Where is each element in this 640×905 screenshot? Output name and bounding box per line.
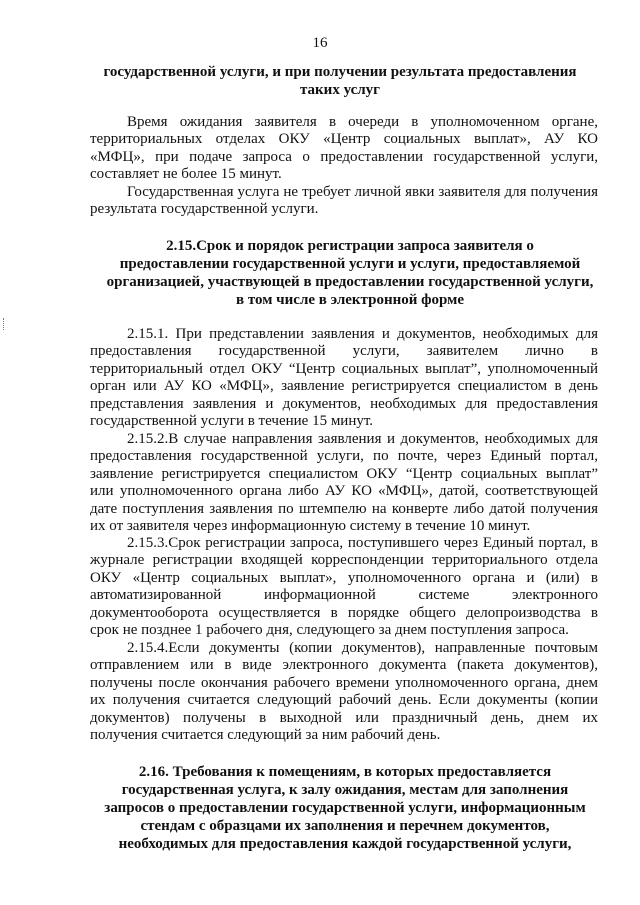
heading-line: 2.15.Срок и порядок регистрации запроса заявителя о (166, 238, 534, 254)
page-number: 16 (312, 35, 328, 51)
text-line: получены после окончания рабочего времени уполномоченного органа, днем (90, 674, 598, 691)
text-line: ОКУ «Центр социальных выплат», уполномоченного органа и (или) в (90, 569, 598, 586)
heading-line: организацией, участвующей в предоставлении государственной услуги, (106, 274, 594, 290)
heading-line: в том числе в электронной форме (235, 292, 464, 308)
text-line: или уполномоченного органа либо АУ КО «МФЦ», датой, соответствующей (90, 483, 598, 500)
text-line: 2.15.3.Срок регистрации запроса, поступившего через Единый портал, в (127, 535, 598, 551)
heading-line: государственная услуга, к залу ожидания, местам для заполнения (121, 782, 569, 798)
text-line: 2.15.4.Если документы (копии документов), направленные почтовым (127, 640, 598, 656)
scan-artifact (3, 318, 6, 330)
paragraph-no-personal-visit (90, 184, 598, 219)
text-line: предоставления государственной услуги, по почте, через Единый портал, (90, 448, 598, 465)
text-line: их от заявителя через информационную систему в течение 10 минут. (90, 518, 531, 535)
text-line: Государственная услуга не требует личной явки заявителя для получения (127, 184, 598, 200)
text-line: территориальных отделах ОКУ «Центр социальных выплат», АУ КО (90, 131, 598, 148)
section-2-15-heading (100, 237, 600, 309)
text-line: получения считается следующий за ним рабочий день. (90, 727, 441, 744)
text-line: документооборота осуществляется в порядке общего делопроизводства в (90, 604, 598, 621)
heading-line: стендам с образцами их заполнения и перечнем документов, (140, 818, 550, 834)
text-line: заявление регистрируется специалистом ОКУ “Центр социальных выплат” (90, 465, 598, 482)
paragraph-2-15-2 (90, 431, 598, 535)
text-line: журнале регистрации входящей корреспонденции территориального отдела (90, 552, 598, 569)
text-line: 2.15.1. При представлении заявления и документов, необходимых для (127, 326, 598, 342)
text-line: 2.15.2.В случае направления заявления и документов, необходимых для (127, 431, 598, 447)
text-line: документов) получены в выходной или праздничный день, днем их (90, 709, 598, 726)
text-line: автоматизированной информационной системе электронного (90, 587, 598, 604)
heading-line: предоставлении государственной услуги и услуги, предоставляемой (119, 256, 581, 272)
text-line: представления заявления и документов, необходимых для предоставления (90, 395, 598, 412)
paragraph-2-15-3 (90, 535, 598, 639)
text-line: предоставления государственной услуги, заявителем лично в (90, 343, 598, 360)
paragraph-2-15-1 (90, 326, 598, 430)
text-line: орган или АУ КО «МФЦ», заявление регистрируется специалистом в день (90, 378, 598, 395)
paragraph-2-15-4 (90, 640, 598, 744)
heading-line: необходимых для предоставления каждой государственной услуги, (118, 836, 572, 852)
text-line: срок не позднее 1 рабочего дня, следующего за днем поступления запроса. (90, 622, 569, 639)
text-line: территориальный отдел ОКУ “Центр социальных выплат”, уполномоченный (90, 360, 598, 377)
text-line: их получения считается следующий рабочий день. Если документы (копии (90, 692, 598, 709)
continuation-heading (90, 63, 590, 99)
text-line: отправлением или в виде электронного документа (пакета документов), (90, 657, 598, 674)
heading-line: таких услуг (299, 82, 380, 98)
paragraph-waiting-time (90, 114, 598, 184)
text-line: государственной услуги в течение 15 минут. (90, 413, 374, 430)
heading-line: запросов о предоставлении государственной услуги, информационным (104, 800, 586, 816)
heading-line: 2.16. Требования к помещениям, в которых предоставляется (138, 764, 552, 780)
text-line: «МФЦ», при подаче запроса о предоставлении государственной услуги, (90, 148, 598, 165)
heading-line: государственной услуги, и при получении результата предоставления (103, 64, 577, 80)
text-line: дате поступления заявления по штемпелю на конверте либо датой получения (90, 500, 598, 517)
text-line: составляет не более 15 минут. (90, 166, 282, 183)
text-line: результата государственной услуги. (90, 201, 319, 218)
text-line: Время ожидания заявителя в очереди в уполномоченном органе, (127, 114, 598, 130)
section-2-16-heading (95, 763, 595, 853)
